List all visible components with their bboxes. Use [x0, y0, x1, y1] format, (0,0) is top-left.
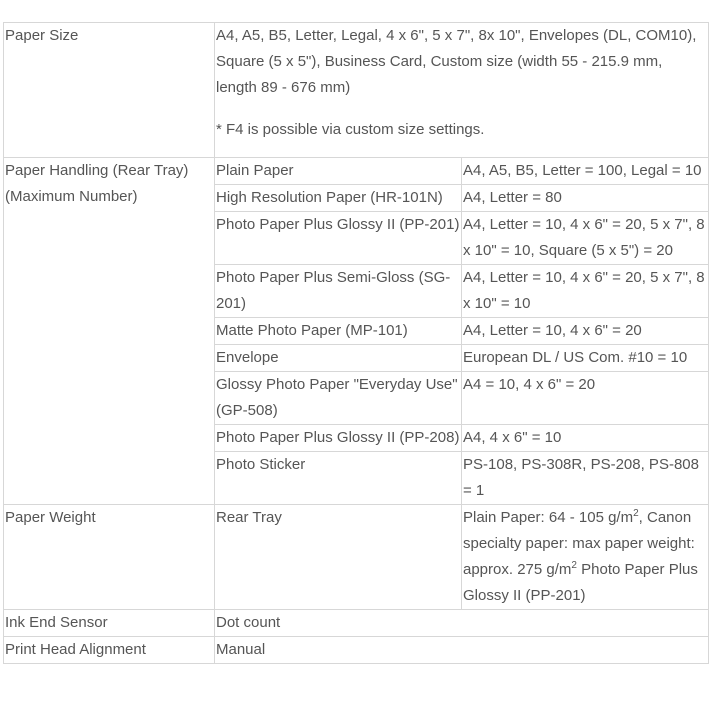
media-type: Envelope: [215, 345, 462, 372]
media-type: Glossy Photo Paper "Everyday Use" (GP-508): [215, 372, 462, 425]
print-head-alignment-value: Manual: [215, 637, 709, 664]
media-type: Photo Sticker: [215, 452, 462, 505]
paper-handling-label: Paper Handling (Rear Tray) (Maximum Number): [5, 162, 189, 205]
media-capacity: European DL / US Com. #10 = 10: [462, 345, 709, 372]
paper-weight-source: Rear Tray: [215, 505, 462, 610]
media-type: Photo Paper Plus Glossy II (PP-208): [215, 425, 462, 452]
media-type: Photo Paper Plus Glossy II (PP-201): [215, 212, 462, 265]
paper-size-value-cell: [215, 23, 709, 158]
media-capacity: A4, 4 x 6" = 10: [462, 425, 709, 452]
row-label: [4, 158, 215, 505]
media-capacity: A4, A5, B5, Letter = 100, Legal = 10: [462, 158, 709, 185]
table-row-print-head-alignment: [4, 637, 709, 664]
paper-weight-text: Plain Paper: 64 - 105 g/m: [463, 509, 634, 526]
paper-weight-value: [462, 505, 709, 610]
media-capacity: A4, Letter = 10, 4 x 6" = 20, 5 x 7", 8 x 10" = 10, Square (5 x 5") = 20: [462, 212, 709, 265]
media-type: High Resolution Paper (HR-101N): [215, 185, 462, 212]
media-type: Matte Photo Paper (MP-101): [215, 318, 462, 345]
media-capacity: A4, Letter = 10, 4 x 6" = 20: [462, 318, 709, 345]
print-head-alignment-label: Print Head Alignment: [5, 641, 146, 658]
specifications-table: [3, 22, 709, 664]
media-capacity: A4, Letter = 10, 4 x 6" = 20, 5 x 7", 8 x 10" = 10: [462, 265, 709, 318]
table-row-ink-end-sensor: [4, 610, 709, 637]
media-capacity: A4, Letter = 80: [462, 185, 709, 212]
paper-size-note: * F4 is possible via custom size settings.: [216, 121, 485, 138]
ink-end-sensor-label: Ink End Sensor: [5, 614, 108, 631]
paper-size-value: A4, A5, B5, Letter, Legal, 4 x 6", 5 x 7", 8x 10", Envelopes (DL, COM10), Square (5 x 5"), Business Card, Custom size (width 55 - 215.9 mm, length 89 - 676 mm): [216, 27, 697, 96]
table-row-paper-weight: [4, 505, 709, 610]
table-row-paper-size: [4, 23, 709, 158]
row-label: [4, 23, 215, 158]
media-type: Plain Paper: [215, 158, 462, 185]
superscript: 2: [571, 560, 577, 571]
paper-weight-text: Photo Paper Plus Glossy II (PP-201): [463, 561, 698, 604]
superscript: 2: [633, 508, 639, 519]
media-capacity: PS-108, PS-308R, PS-208, PS-808 = 1: [462, 452, 709, 505]
media-capacity: A4 = 10, 4 x 6" = 20: [462, 372, 709, 425]
paper-size-label: Paper Size: [5, 27, 79, 44]
paper-weight-text: , Canon specialty paper: max paper weight: approx. 275 g/m: [463, 509, 695, 578]
row-label: [4, 610, 215, 637]
media-type: Photo Paper Plus Semi-Gloss (SG-201): [215, 265, 462, 318]
paper-weight-label: Paper Weight: [5, 509, 96, 526]
row-label: [4, 637, 215, 664]
ink-end-sensor-value: Dot count: [215, 610, 709, 637]
row-label: [4, 505, 215, 610]
table-row-paper-handling: [4, 158, 709, 185]
